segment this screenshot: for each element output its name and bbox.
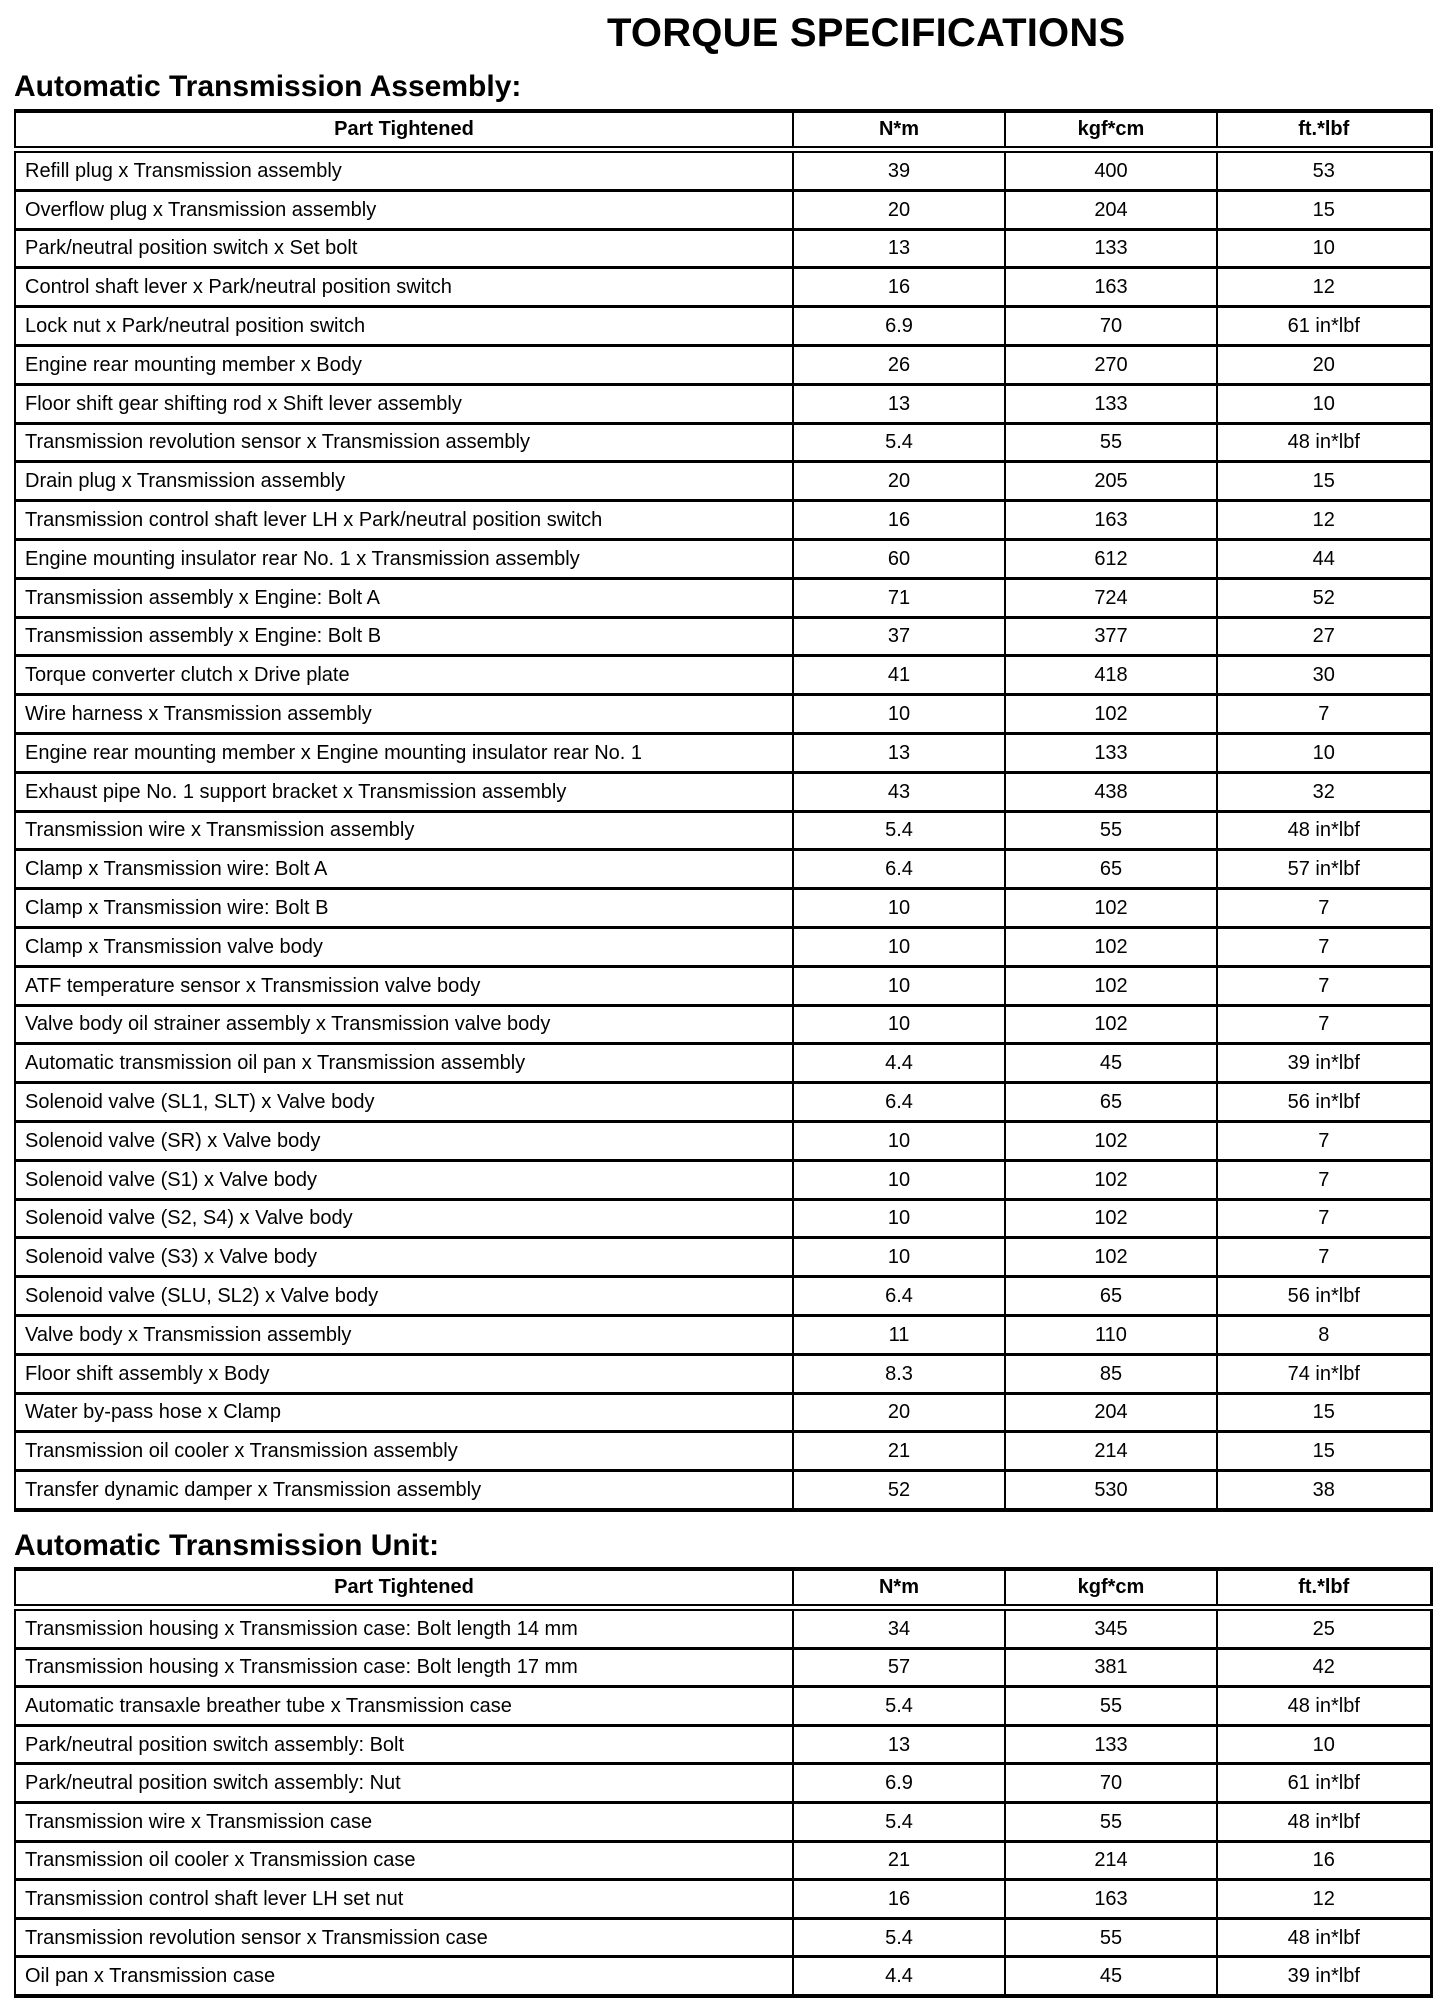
- table-row: [15, 345, 1431, 384]
- nm-cell: 13: [793, 1725, 1005, 1764]
- torque-table-unit: [14, 1567, 1433, 1998]
- kgf-cell: 133: [1005, 384, 1217, 423]
- table-row: [15, 1238, 1431, 1277]
- kgf-cell: 204: [1005, 190, 1217, 229]
- ft-cell: 7: [1217, 695, 1431, 734]
- table-row: [15, 1841, 1431, 1880]
- nm-cell: 16: [793, 1880, 1005, 1919]
- nm-cell: 10: [793, 695, 1005, 734]
- part-cell: Solenoid valve (SR) x Valve body: [15, 1121, 793, 1160]
- part-cell: Park/neutral position switch x Set bolt: [15, 229, 793, 268]
- kgf-cell: 45: [1005, 1957, 1217, 1996]
- kgf-cell: 724: [1005, 578, 1217, 617]
- kgf-cell: 102: [1005, 695, 1217, 734]
- nm-cell: 37: [793, 617, 1005, 656]
- nm-cell: 20: [793, 190, 1005, 229]
- table-row: [15, 268, 1431, 307]
- table-row: [15, 1957, 1431, 1996]
- table-row: [15, 1121, 1431, 1160]
- table-body: [15, 1608, 1431, 1996]
- ft-cell: 12: [1217, 501, 1431, 540]
- table-row: [15, 1471, 1431, 1510]
- nm-cell: 5.4: [793, 1802, 1005, 1841]
- part-cell: Valve body oil strainer assembly x Transmission valve body: [15, 1005, 793, 1044]
- nm-cell: 71: [793, 578, 1005, 617]
- section-heading-unit: Automatic Transmission Unit:: [14, 1529, 440, 1562]
- table-row: [15, 1315, 1431, 1354]
- nm-cell: 10: [793, 1005, 1005, 1044]
- part-cell: Floor shift assembly x Body: [15, 1354, 793, 1393]
- table-row: [15, 772, 1431, 811]
- part-cell: Wire harness x Transmission assembly: [15, 695, 793, 734]
- ft-cell: 20: [1217, 345, 1431, 384]
- ft-cell: 30: [1217, 656, 1431, 695]
- kgf-cell: 438: [1005, 772, 1217, 811]
- part-cell: Clamp x Transmission wire: Bolt A: [15, 850, 793, 889]
- kgf-cell: 205: [1005, 462, 1217, 501]
- column-header-ft: ft.*lbf: [1217, 111, 1431, 150]
- ft-cell: 10: [1217, 733, 1431, 772]
- table-row: [15, 1648, 1431, 1687]
- ft-cell: 74 in*lbf: [1217, 1354, 1431, 1393]
- nm-cell: 10: [793, 927, 1005, 966]
- ft-cell: 32: [1217, 772, 1431, 811]
- table-row: [15, 850, 1431, 889]
- nm-cell: 10: [793, 1121, 1005, 1160]
- column-header-nm: N*m: [793, 111, 1005, 150]
- kgf-cell: 102: [1005, 889, 1217, 928]
- part-cell: Lock nut x Park/neutral position switch: [15, 307, 793, 346]
- table-row: [15, 539, 1431, 578]
- part-cell: Transmission wire x Transmission case: [15, 1802, 793, 1841]
- ft-cell: 57 in*lbf: [1217, 850, 1431, 889]
- table-row: [15, 462, 1431, 501]
- table-row: [15, 811, 1431, 850]
- table-row: [15, 927, 1431, 966]
- nm-cell: 8.3: [793, 1354, 1005, 1393]
- nm-cell: 10: [793, 1199, 1005, 1238]
- part-cell: Water by-pass hose x Clamp: [15, 1393, 793, 1432]
- part-cell: Automatic transmission oil pan x Transmission assembly: [15, 1044, 793, 1083]
- kgf-cell: 418: [1005, 656, 1217, 695]
- table-row: [15, 1160, 1431, 1199]
- ft-cell: 39 in*lbf: [1217, 1044, 1431, 1083]
- nm-cell: 6.4: [793, 1083, 1005, 1122]
- column-header-kgf: kgf*cm: [1005, 111, 1217, 150]
- table-row: [15, 578, 1431, 617]
- table-row: [15, 1044, 1431, 1083]
- table-row: [15, 307, 1431, 346]
- nm-cell: 52: [793, 1471, 1005, 1510]
- kgf-cell: 65: [1005, 850, 1217, 889]
- column-header-kgf: kgf*cm: [1005, 1569, 1217, 1608]
- table-row: [15, 1918, 1431, 1957]
- nm-cell: 6.4: [793, 1277, 1005, 1316]
- part-cell: Refill plug x Transmission assembly: [15, 150, 793, 191]
- table-row: [15, 656, 1431, 695]
- ft-cell: 16: [1217, 1841, 1431, 1880]
- table-row: [15, 229, 1431, 268]
- ft-cell: 27: [1217, 617, 1431, 656]
- kgf-cell: 133: [1005, 1725, 1217, 1764]
- part-cell: Exhaust pipe No. 1 support bracket x Transmission assembly: [15, 772, 793, 811]
- ft-cell: 48 in*lbf: [1217, 1687, 1431, 1726]
- ft-cell: 10: [1217, 229, 1431, 268]
- nm-cell: 10: [793, 889, 1005, 928]
- ft-cell: 7: [1217, 927, 1431, 966]
- section-heading-assembly: Automatic Transmission Assembly:: [14, 70, 522, 103]
- kgf-cell: 55: [1005, 1687, 1217, 1726]
- part-cell: Solenoid valve (SL1, SLT) x Valve body: [15, 1083, 793, 1122]
- table-row: [15, 150, 1431, 191]
- part-cell: Solenoid valve (SLU, SL2) x Valve body: [15, 1277, 793, 1316]
- table-row: [15, 190, 1431, 229]
- kgf-cell: 55: [1005, 1802, 1217, 1841]
- kgf-cell: 204: [1005, 1393, 1217, 1432]
- nm-cell: 13: [793, 733, 1005, 772]
- table-row: [15, 1005, 1431, 1044]
- part-cell: Engine rear mounting member x Body: [15, 345, 793, 384]
- ft-cell: 56 in*lbf: [1217, 1083, 1431, 1122]
- ft-cell: 39 in*lbf: [1217, 1957, 1431, 1996]
- table-row: [15, 1432, 1431, 1471]
- part-cell: Transmission control shaft lever LH x Park/neutral position switch: [15, 501, 793, 540]
- part-cell: ATF temperature sensor x Transmission valve body: [15, 966, 793, 1005]
- nm-cell: 16: [793, 268, 1005, 307]
- table-row: [15, 1393, 1431, 1432]
- nm-cell: 11: [793, 1315, 1005, 1354]
- part-cell: Transmission housing x Transmission case: Bolt length 14 mm: [15, 1608, 793, 1649]
- kgf-cell: 55: [1005, 1918, 1217, 1957]
- table-row: [15, 1725, 1431, 1764]
- part-cell: Control shaft lever x Park/neutral position switch: [15, 268, 793, 307]
- ft-cell: 61 in*lbf: [1217, 307, 1431, 346]
- table-row: [15, 617, 1431, 656]
- kgf-cell: 133: [1005, 229, 1217, 268]
- part-cell: Transmission housing x Transmission case: Bolt length 17 mm: [15, 1648, 793, 1687]
- ft-cell: 48 in*lbf: [1217, 423, 1431, 462]
- kgf-cell: 102: [1005, 1005, 1217, 1044]
- part-cell: Automatic transaxle breather tube x Transmission case: [15, 1687, 793, 1726]
- nm-cell: 41: [793, 656, 1005, 695]
- kgf-cell: 214: [1005, 1841, 1217, 1880]
- table-row: [15, 384, 1431, 423]
- nm-cell: 10: [793, 1160, 1005, 1199]
- nm-cell: 6.9: [793, 1764, 1005, 1803]
- kgf-cell: 163: [1005, 1880, 1217, 1919]
- kgf-cell: 102: [1005, 966, 1217, 1005]
- nm-cell: 13: [793, 229, 1005, 268]
- part-cell: Clamp x Transmission valve body: [15, 927, 793, 966]
- table-row: [15, 1199, 1431, 1238]
- nm-cell: 20: [793, 462, 1005, 501]
- kgf-cell: 102: [1005, 1199, 1217, 1238]
- table-header-row: [15, 1569, 1431, 1608]
- kgf-cell: 45: [1005, 1044, 1217, 1083]
- ft-cell: 42: [1217, 1648, 1431, 1687]
- table-row: [15, 1608, 1431, 1649]
- kgf-cell: 110: [1005, 1315, 1217, 1354]
- kgf-cell: 55: [1005, 423, 1217, 462]
- part-cell: Transfer dynamic damper x Transmission assembly: [15, 1471, 793, 1510]
- table-row: [15, 501, 1431, 540]
- ft-cell: 44: [1217, 539, 1431, 578]
- ft-cell: 25: [1217, 1608, 1431, 1649]
- kgf-cell: 65: [1005, 1083, 1217, 1122]
- ft-cell: 7: [1217, 1005, 1431, 1044]
- nm-cell: 39: [793, 150, 1005, 191]
- ft-cell: 38: [1217, 1471, 1431, 1510]
- kgf-cell: 345: [1005, 1608, 1217, 1649]
- nm-cell: 6.9: [793, 307, 1005, 346]
- ft-cell: 12: [1217, 1880, 1431, 1919]
- column-header-nm: N*m: [793, 1569, 1005, 1608]
- kgf-cell: 214: [1005, 1432, 1217, 1471]
- ft-cell: 7: [1217, 1160, 1431, 1199]
- part-cell: Oil pan x Transmission case: [15, 1957, 793, 1996]
- part-cell: Solenoid valve (S2, S4) x Valve body: [15, 1199, 793, 1238]
- nm-cell: 10: [793, 966, 1005, 1005]
- nm-cell: 5.4: [793, 811, 1005, 850]
- nm-cell: 26: [793, 345, 1005, 384]
- kgf-cell: 381: [1005, 1648, 1217, 1687]
- ft-cell: 10: [1217, 1725, 1431, 1764]
- part-cell: Clamp x Transmission wire: Bolt B: [15, 889, 793, 928]
- kgf-cell: 400: [1005, 150, 1217, 191]
- part-cell: Transmission control shaft lever LH set nut: [15, 1880, 793, 1919]
- kgf-cell: 102: [1005, 1160, 1217, 1199]
- ft-cell: 7: [1217, 1199, 1431, 1238]
- part-cell: Floor shift gear shifting rod x Shift lever assembly: [15, 384, 793, 423]
- kgf-cell: 270: [1005, 345, 1217, 384]
- part-cell: Transmission revolution sensor x Transmission assembly: [15, 423, 793, 462]
- kgf-cell: 70: [1005, 307, 1217, 346]
- part-cell: Solenoid valve (S3) x Valve body: [15, 1238, 793, 1277]
- table-row: [15, 1277, 1431, 1316]
- table-row: [15, 1354, 1431, 1393]
- table-row: [15, 1802, 1431, 1841]
- table-row: [15, 733, 1431, 772]
- nm-cell: 21: [793, 1432, 1005, 1471]
- table-header-row: [15, 111, 1431, 150]
- part-cell: Transmission oil cooler x Transmission case: [15, 1841, 793, 1880]
- ft-cell: 48 in*lbf: [1217, 1918, 1431, 1957]
- kgf-cell: 102: [1005, 927, 1217, 966]
- part-cell: Drain plug x Transmission assembly: [15, 462, 793, 501]
- kgf-cell: 163: [1005, 268, 1217, 307]
- nm-cell: 4.4: [793, 1957, 1005, 1996]
- ft-cell: 7: [1217, 1121, 1431, 1160]
- table-row: [15, 1880, 1431, 1919]
- kgf-cell: 163: [1005, 501, 1217, 540]
- kgf-cell: 612: [1005, 539, 1217, 578]
- part-cell: Transmission assembly x Engine: Bolt B: [15, 617, 793, 656]
- kgf-cell: 65: [1005, 1277, 1217, 1316]
- part-cell: Overflow plug x Transmission assembly: [15, 190, 793, 229]
- nm-cell: 21: [793, 1841, 1005, 1880]
- nm-cell: 5.4: [793, 423, 1005, 462]
- table-row: [15, 695, 1431, 734]
- part-cell: Engine mounting insulator rear No. 1 x Transmission assembly: [15, 539, 793, 578]
- part-cell: Valve body x Transmission assembly: [15, 1315, 793, 1354]
- nm-cell: 13: [793, 384, 1005, 423]
- kgf-cell: 70: [1005, 1764, 1217, 1803]
- ft-cell: 48 in*lbf: [1217, 811, 1431, 850]
- torque-table-assembly: [14, 109, 1433, 1512]
- table-row: [15, 1764, 1431, 1803]
- part-cell: Transmission wire x Transmission assembly: [15, 811, 793, 850]
- kgf-cell: 55: [1005, 811, 1217, 850]
- kgf-cell: 85: [1005, 1354, 1217, 1393]
- ft-cell: 12: [1217, 268, 1431, 307]
- table-row: [15, 423, 1431, 462]
- table-row: [15, 966, 1431, 1005]
- kgf-cell: 530: [1005, 1471, 1217, 1510]
- ft-cell: 7: [1217, 1238, 1431, 1277]
- nm-cell: 6.4: [793, 850, 1005, 889]
- table-row: [15, 1687, 1431, 1726]
- ft-cell: 7: [1217, 889, 1431, 928]
- kgf-cell: 102: [1005, 1238, 1217, 1277]
- nm-cell: 16: [793, 501, 1005, 540]
- nm-cell: 34: [793, 1608, 1005, 1649]
- ft-cell: 8: [1217, 1315, 1431, 1354]
- nm-cell: 10: [793, 1238, 1005, 1277]
- ft-cell: 48 in*lbf: [1217, 1802, 1431, 1841]
- ft-cell: 53: [1217, 150, 1431, 191]
- part-cell: Transmission assembly x Engine: Bolt A: [15, 578, 793, 617]
- table-row: [15, 889, 1431, 928]
- ft-cell: 15: [1217, 1393, 1431, 1432]
- ft-cell: 56 in*lbf: [1217, 1277, 1431, 1316]
- part-cell: Solenoid valve (S1) x Valve body: [15, 1160, 793, 1199]
- kgf-cell: 133: [1005, 733, 1217, 772]
- page-title: TORQUE SPECIFICATIONS: [607, 11, 1126, 55]
- nm-cell: 43: [793, 772, 1005, 811]
- ft-cell: 15: [1217, 1432, 1431, 1471]
- ft-cell: 10: [1217, 384, 1431, 423]
- ft-cell: 15: [1217, 190, 1431, 229]
- column-header-ft: ft.*lbf: [1217, 1569, 1431, 1608]
- nm-cell: 60: [793, 539, 1005, 578]
- ft-cell: 52: [1217, 578, 1431, 617]
- ft-cell: 61 in*lbf: [1217, 1764, 1431, 1803]
- part-cell: Park/neutral position switch assembly: Bolt: [15, 1725, 793, 1764]
- column-header-part: Part Tightened: [15, 111, 793, 150]
- kgf-cell: 377: [1005, 617, 1217, 656]
- kgf-cell: 102: [1005, 1121, 1217, 1160]
- part-cell: Engine rear mounting member x Engine mounting insulator rear No. 1: [15, 733, 793, 772]
- table-body: [15, 150, 1431, 1510]
- part-cell: Torque converter clutch x Drive plate: [15, 656, 793, 695]
- nm-cell: 57: [793, 1648, 1005, 1687]
- ft-cell: 15: [1217, 462, 1431, 501]
- nm-cell: 4.4: [793, 1044, 1005, 1083]
- nm-cell: 5.4: [793, 1687, 1005, 1726]
- nm-cell: 5.4: [793, 1918, 1005, 1957]
- ft-cell: 7: [1217, 966, 1431, 1005]
- column-header-part: Part Tightened: [15, 1569, 793, 1608]
- table-row: [15, 1083, 1431, 1122]
- part-cell: Transmission revolution sensor x Transmission case: [15, 1918, 793, 1957]
- part-cell: Park/neutral position switch assembly: Nut: [15, 1764, 793, 1803]
- part-cell: Transmission oil cooler x Transmission assembly: [15, 1432, 793, 1471]
- nm-cell: 20: [793, 1393, 1005, 1432]
